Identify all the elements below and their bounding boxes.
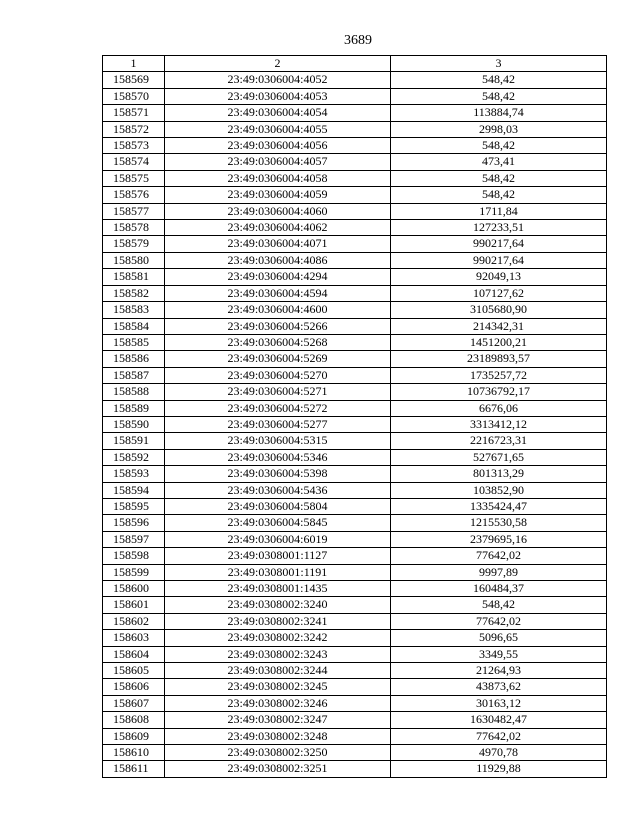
value-cell: 527671,65 <box>391 449 607 465</box>
table-body <box>103 72 607 777</box>
value-cell: 23189893,57 <box>391 351 607 367</box>
value-cell: 9997,89 <box>391 564 607 580</box>
table-row <box>103 515 607 531</box>
row-number-cell: 158584 <box>103 318 165 334</box>
value-cell: 21264,93 <box>391 663 607 679</box>
cadastral-number-cell: 23:49:0306004:5268 <box>165 334 391 350</box>
row-number-cell: 158609 <box>103 728 165 744</box>
table-row <box>103 482 607 498</box>
row-number-cell: 158572 <box>103 121 165 137</box>
value-cell: 548,42 <box>391 138 607 154</box>
cadastral-number-cell: 23:49:0306004:4054 <box>165 105 391 121</box>
cadastral-number-cell: 23:49:0306004:5845 <box>165 515 391 531</box>
row-number-cell: 158594 <box>103 482 165 498</box>
table-row <box>103 433 607 449</box>
column-header-2: 2 <box>165 56 391 72</box>
value-cell: 107127,62 <box>391 285 607 301</box>
value-cell: 990217,64 <box>391 252 607 268</box>
value-cell: 3313412,12 <box>391 416 607 432</box>
cadastral-number-cell: 23:49:0308002:3248 <box>165 728 391 744</box>
row-number-cell: 158608 <box>103 712 165 728</box>
column-header-3: 3 <box>391 56 607 72</box>
value-cell: 3349,55 <box>391 646 607 662</box>
row-number-cell: 158582 <box>103 285 165 301</box>
value-cell: 103852,90 <box>391 482 607 498</box>
value-cell: 1451200,21 <box>391 334 607 350</box>
table-row <box>103 384 607 400</box>
table-row <box>103 449 607 465</box>
cadastral-number-cell: 23:49:0308002:3246 <box>165 695 391 711</box>
table-row <box>103 416 607 432</box>
table-row <box>103 220 607 236</box>
value-cell: 43873,62 <box>391 679 607 695</box>
value-cell: 127233,51 <box>391 220 607 236</box>
row-number-cell: 158581 <box>103 269 165 285</box>
value-cell: 214342,31 <box>391 318 607 334</box>
table-row <box>103 367 607 383</box>
cadastral-number-cell: 23:49:0308001:1191 <box>165 564 391 580</box>
row-number-cell: 158591 <box>103 433 165 449</box>
page-number: 3689 <box>344 33 372 48</box>
value-cell: 801313,29 <box>391 466 607 482</box>
row-number-cell: 158599 <box>103 564 165 580</box>
row-number-cell: 158605 <box>103 663 165 679</box>
table-row <box>103 630 607 646</box>
cadastral-number-cell: 23:49:0306004:5277 <box>165 416 391 432</box>
row-number-cell: 158604 <box>103 646 165 662</box>
table-row <box>103 285 607 301</box>
cadastral-number-cell: 23:49:0306004:4294 <box>165 269 391 285</box>
value-cell: 1630482,47 <box>391 712 607 728</box>
row-number-cell: 158607 <box>103 695 165 711</box>
value-cell: 3105680,90 <box>391 302 607 318</box>
table-row <box>103 318 607 334</box>
value-cell: 30163,12 <box>391 695 607 711</box>
table-row <box>103 564 607 580</box>
row-number-cell: 158570 <box>103 88 165 104</box>
value-cell: 548,42 <box>391 597 607 613</box>
row-number-cell: 158571 <box>103 105 165 121</box>
cadastral-number-cell: 23:49:0308002:3241 <box>165 613 391 629</box>
row-number-cell: 158586 <box>103 351 165 367</box>
cadastral-number-cell: 23:49:0308001:1435 <box>165 581 391 597</box>
table-row <box>103 548 607 564</box>
cadastral-number-cell: 23:49:0306004:5346 <box>165 449 391 465</box>
row-number-cell: 158606 <box>103 679 165 695</box>
cadastral-number-cell: 23:49:0306004:5804 <box>165 498 391 514</box>
row-number-cell: 158585 <box>103 334 165 350</box>
table-row <box>103 663 607 679</box>
row-number-cell: 158573 <box>103 138 165 154</box>
table-row <box>103 597 607 613</box>
table-row <box>103 269 607 285</box>
value-cell: 10736792,17 <box>391 384 607 400</box>
cadastral-number-cell: 23:49:0308002:3240 <box>165 597 391 613</box>
row-number-cell: 158589 <box>103 400 165 416</box>
value-cell: 990217,64 <box>391 236 607 252</box>
value-cell: 5096,65 <box>391 630 607 646</box>
row-number-cell: 158601 <box>103 597 165 613</box>
cadastral-number-cell: 23:49:0308002:3250 <box>165 745 391 761</box>
row-number-cell: 158587 <box>103 367 165 383</box>
value-cell: 6676,06 <box>391 400 607 416</box>
value-cell: 113884,74 <box>391 105 607 121</box>
cadastral-number-cell: 23:49:0306004:4062 <box>165 220 391 236</box>
table-row <box>103 88 607 104</box>
row-number-cell: 158592 <box>103 449 165 465</box>
row-number-cell: 158603 <box>103 630 165 646</box>
cadastral-number-cell: 23:49:0306004:4058 <box>165 170 391 186</box>
cadastral-number-cell: 23:49:0306004:5269 <box>165 351 391 367</box>
row-number-cell: 158569 <box>103 72 165 88</box>
row-number-cell: 158574 <box>103 154 165 170</box>
cadastral-number-cell: 23:49:0306004:5398 <box>165 466 391 482</box>
row-number-cell: 158602 <box>103 613 165 629</box>
table-row <box>103 466 607 482</box>
cadastral-number-cell: 23:49:0306004:4059 <box>165 187 391 203</box>
table-row <box>103 170 607 186</box>
cadastral-number-cell: 23:49:0306004:4052 <box>165 72 391 88</box>
row-number-cell: 158598 <box>103 548 165 564</box>
table-row <box>103 695 607 711</box>
table-row <box>103 334 607 350</box>
table-row <box>103 154 607 170</box>
table-row <box>103 613 607 629</box>
table-row <box>103 745 607 761</box>
table-row <box>103 351 607 367</box>
cadastral-number-cell: 23:49:0308002:3245 <box>165 679 391 695</box>
cadastral-number-cell: 23:49:0306004:5270 <box>165 367 391 383</box>
cadastral-number-cell: 23:49:0308001:1127 <box>165 548 391 564</box>
cadastral-number-cell: 23:49:0306004:4053 <box>165 88 391 104</box>
value-cell: 1215530,58 <box>391 515 607 531</box>
row-number-cell: 158590 <box>103 416 165 432</box>
row-number-cell: 158580 <box>103 252 165 268</box>
cadastral-number-cell: 23:49:0306004:4057 <box>165 154 391 170</box>
cadastral-number-cell: 23:49:0306004:5272 <box>165 400 391 416</box>
cadastral-number-cell: 23:49:0308002:3243 <box>165 646 391 662</box>
table-row <box>103 712 607 728</box>
cadastral-number-cell: 23:49:0306004:5271 <box>165 384 391 400</box>
cadastral-number-cell: 23:49:0306004:5436 <box>165 482 391 498</box>
table-row <box>103 646 607 662</box>
table-row <box>103 252 607 268</box>
cadastral-number-cell: 23:49:0306004:4600 <box>165 302 391 318</box>
value-cell: 77642,02 <box>391 548 607 564</box>
value-cell: 1335424,47 <box>391 498 607 514</box>
cadastral-number-cell: 23:49:0306004:5266 <box>165 318 391 334</box>
table-row <box>103 302 607 318</box>
table-row <box>103 105 607 121</box>
table-row <box>103 121 607 137</box>
value-cell: 548,42 <box>391 170 607 186</box>
value-cell: 2998,03 <box>391 121 607 137</box>
value-cell: 548,42 <box>391 88 607 104</box>
value-cell: 11929,88 <box>391 761 607 777</box>
row-number-cell: 158600 <box>103 581 165 597</box>
table-row <box>103 236 607 252</box>
row-number-cell: 158596 <box>103 515 165 531</box>
row-number-cell: 158583 <box>103 302 165 318</box>
value-cell: 2216723,31 <box>391 433 607 449</box>
row-number-cell: 158579 <box>103 236 165 252</box>
value-cell: 548,42 <box>391 187 607 203</box>
value-cell: 2379695,16 <box>391 531 607 547</box>
cadastral-number-cell: 23:49:0306004:4055 <box>165 121 391 137</box>
value-cell: 77642,02 <box>391 613 607 629</box>
column-header-1: 1 <box>103 56 165 72</box>
cadastral-number-cell: 23:49:0308002:3242 <box>165 630 391 646</box>
value-cell: 1711,84 <box>391 203 607 219</box>
value-cell: 92049,13 <box>391 269 607 285</box>
table-row <box>103 400 607 416</box>
value-cell: 4970,78 <box>391 745 607 761</box>
register-table <box>102 55 607 778</box>
row-number-cell: 158593 <box>103 466 165 482</box>
row-number-cell: 158611 <box>103 761 165 777</box>
value-cell: 548,42 <box>391 72 607 88</box>
row-number-cell: 158578 <box>103 220 165 236</box>
table-row <box>103 581 607 597</box>
table-row <box>103 728 607 744</box>
value-cell: 1735257,72 <box>391 367 607 383</box>
cadastral-number-cell: 23:49:0306004:4594 <box>165 285 391 301</box>
table-row <box>103 679 607 695</box>
row-number-cell: 158576 <box>103 187 165 203</box>
value-cell: 473,41 <box>391 154 607 170</box>
cadastral-number-cell: 23:49:0306004:4086 <box>165 252 391 268</box>
cadastral-number-cell: 23:49:0308002:3247 <box>165 712 391 728</box>
row-number-cell: 158577 <box>103 203 165 219</box>
table-row <box>103 761 607 777</box>
cadastral-number-cell: 23:49:0306004:4060 <box>165 203 391 219</box>
row-number-cell: 158575 <box>103 170 165 186</box>
value-cell: 160484,37 <box>391 581 607 597</box>
table-row <box>103 203 607 219</box>
row-number-cell: 158597 <box>103 531 165 547</box>
cadastral-number-cell: 23:49:0306004:4071 <box>165 236 391 252</box>
cadastral-number-cell: 23:49:0308002:3244 <box>165 663 391 679</box>
table-header-row <box>103 56 607 72</box>
table-row <box>103 138 607 154</box>
value-cell: 77642,02 <box>391 728 607 744</box>
row-number-cell: 158588 <box>103 384 165 400</box>
cadastral-number-cell: 23:49:0308002:3251 <box>165 761 391 777</box>
table-row <box>103 531 607 547</box>
cadastral-number-cell: 23:49:0306004:5315 <box>165 433 391 449</box>
table-row <box>103 498 607 514</box>
row-number-cell: 158610 <box>103 745 165 761</box>
cadastral-number-cell: 23:49:0306004:6019 <box>165 531 391 547</box>
table-row <box>103 187 607 203</box>
table-row <box>103 72 607 88</box>
row-number-cell: 158595 <box>103 498 165 514</box>
cadastral-number-cell: 23:49:0306004:4056 <box>165 138 391 154</box>
